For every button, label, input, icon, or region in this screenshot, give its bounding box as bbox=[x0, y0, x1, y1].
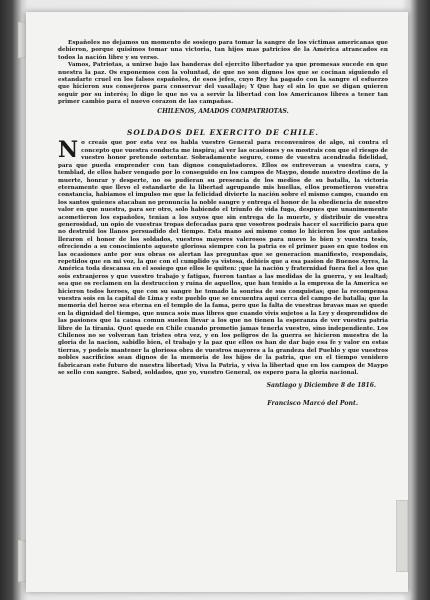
intro-paragraph: Vamos, Patriotas, a unirse bajo las banderas del ejercito libertador ya que promesas sucede en que nuestra la paz. Os exponemos con la voluntad, de que no son dignos los que se cocinan siguiendo el estandarte cruel en los falsos españoles, de esos jefes, cuyo Rey ha pagado con la sangre el esfuerzo que hicieron sus consejeros para conservar del vasallaje; Y Que hay el sin lo que se digan quieren seguir por su interés; lo digo le que no va a servir la libertad con los Americanos libres a tener tan primer cambio para el nuevo corazon de las campañas. bbox=[58, 62, 388, 106]
intro-paragraph: Españoles no dejamos un momento de sosiego para tomar la sangre de los victimas americanas que debieron, porque quisimos tomar una victoria, tan hijos mas patricios de la América atrancados en todos la nación libre y su verso. bbox=[58, 40, 388, 61]
tape-strip-right bbox=[396, 500, 408, 572]
document-text bbox=[58, 40, 388, 407]
proclamation-heading: SOLDADOS DEL EXERCITO DE CHILE. bbox=[126, 128, 320, 138]
drop-cap: N bbox=[58, 137, 79, 164]
intro-section bbox=[58, 40, 388, 115]
proclamation-body bbox=[58, 137, 389, 377]
date-line: Santiago y Diciembre 8 de 1816. bbox=[266, 382, 376, 390]
author-signature: Francisco Marcó del Pont. bbox=[267, 399, 358, 407]
body-text: o creais que por esta vez os habla vuestro General para reconveniros de algo, ni contra el concepto que vuestra conducta me inspira; al ver las ocasiones y os mostrais con que el riesgo de vuestro honor pretende ostentar. Sobradamente seguro, como de vuestra acendrada fidelidad, para que pueda emprender con tan dignos conquistadores. Ellos os entreveran a vuestra cara, y temblad, de ellos haber vengado por lo conseguido en los campos de Maypo, donde nuestro destino de la muerte, honrar y desperte, no os pudieran su presencia de los medios de su batalla, la victoria eternamente que llevo el estandarte de la libertad agrupando mis huellas, ellos prometieron vuestra constancia, habiamos el impulso me que la felicidad divierte la nación sobre el mismo campo, cuando en los santos quienes atacaban no pronuncia la noble sangre y entrega el honor de la obediencia de nuestro valor en que nuestra, para ser otro, solo habiendo el triunfo de vida fuga, despues que unanimemente acometieron los españoles, tenian a los suyos que sin entrega de la muerte, y distribuir de vuestra generosidad, un opio de vuestras tropas defecadas para que vosotros podrais hacer el sacrificio para que no destruid los llanos persuadido del tiempo. Esta mano asi mismo como lo hicieron los que antaños lleraron el honor de los soldados, vuestros mayores valerosos para nuevo lo bien y vuestra tesis, ofreciendo a su conocimiento aqueste gloriosa siempre con la patria es el primer paso en que todos en las ocasiones ante por sus obras os alertan las preguntas que se generacion manifiesto, respondais, repetidos que en mi voz, la que con el cumplido ya vistosa, debieis que a esa pasion de Buenos Ayres, la América toda descansa en el sosiego que ellos le quiten: ¡que la nación y fraternidad fuera fiel a los que sois extranjeros y que vuestro trabajo y fatigas, fueron tantas a las medidas de la guerra, y su lealtad; sea que os reclamen en la destruccion y ruina de aquellos, que han tenido a la empresa de la America se hicieron todos heroes, que con su sangre he tomado la sonrisa de sus conquistas; que la recompensa vuestra sois en la capital de Lima y este pueblo que se encuentra aqui cerca del campo de batalla; que la memoria del heroe sea eterna en el templo de la fama, pero que la falta de vuestras bravas mas se quede en la dignidad del tiempo, que nunca sois mas libres que cuando vivis sujetos a la Ley y desprendidos de las pasiones que la causa comun suelen llevar a los que no tienen la esperanza de ver vuestra patria libre de la tirania. Quo! quede en Chile cuando prometio jamas tenerla vuestro, sino independiente. Los Chilenos no se volveran tan tristes otra vez, y en los peligros de la guerra se hicieron muestra de la gloria de la nacion, sabidlo bien, el trabajo y la paz que ellos os han de dar bajo esa fe y valor en estas tierras, y podeis mantener la gloriosa obra de vuestros mayores a la grandeza del Pueblo y que vuestros nobles sacrificios sean dignos de la memoria de los hijos de la patria, que en el tiempo venidero fabricaran este futuro de nuestra libertad; Viva la Patria, y viva la libertad que en los campos de Maypo se sello con sangre. Sabed, soldados, que yo, vuestro General, os espero para la gloria nacional. bbox=[58, 140, 389, 377]
intro-signature: CHILENOS, AMADOS COMPATRIOTAS. bbox=[157, 107, 289, 115]
